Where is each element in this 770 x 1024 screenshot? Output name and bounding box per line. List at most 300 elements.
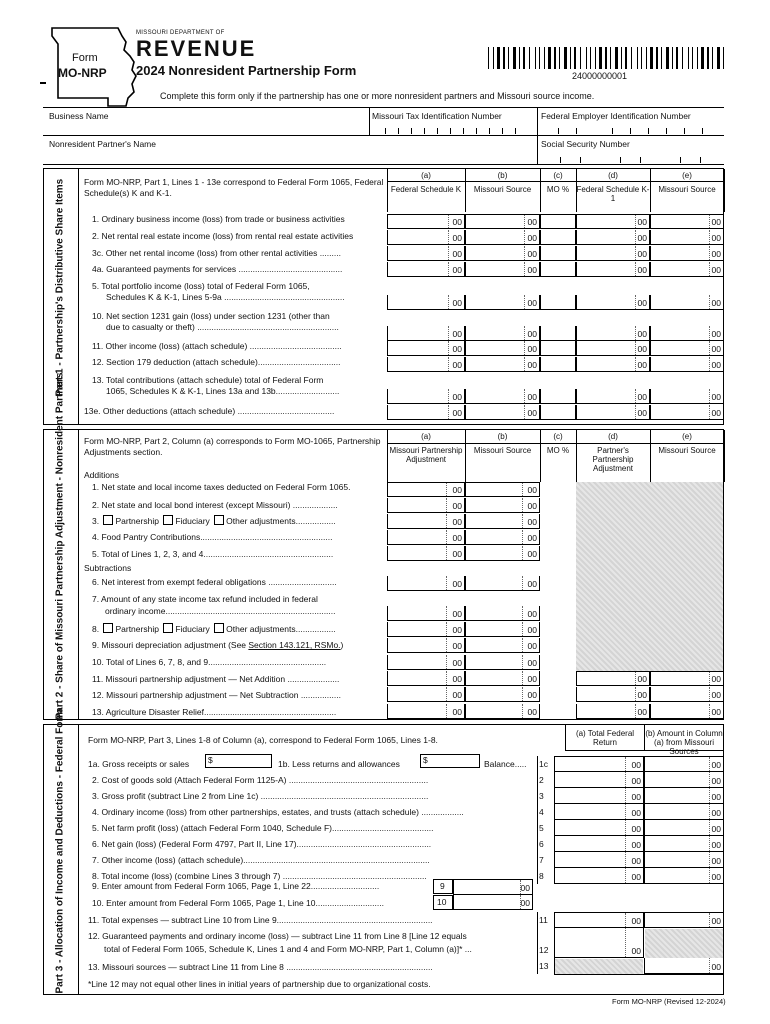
cents-divider [709,704,710,718]
barcode-bar [590,47,591,69]
p3-l9-amount[interactable] [453,879,533,895]
digit-tick [437,128,438,134]
cents-divider [709,672,710,685]
cents: 00 [637,674,647,684]
barcode-bar [682,47,683,69]
p3-col-a-field[interactable] [554,804,644,820]
digit-tick [580,157,581,163]
p2-col-b-field[interactable] [465,704,540,719]
part1-col-letter: (c) [553,171,563,180]
cents: 00 [637,329,647,339]
partnership-checkbox-2[interactable] [103,623,113,633]
cents-divider [522,576,523,590]
p1-col-b-field[interactable] [465,295,540,310]
cents: 00 [520,883,530,893]
p2-line-6: 6. Net interest from exempt federal obligations ............................. [92,577,337,587]
digit-tick [630,128,631,134]
part2-col-letter: (e) [682,432,692,441]
cents-divider [709,852,710,867]
part2-col-name: Missouri Partnership Adjustment [389,446,463,464]
barcode-bar [554,47,556,69]
p1-col-c-field[interactable] [540,214,576,229]
cents-divider [448,295,449,309]
cents: 00 [527,360,537,370]
cents-divider [709,295,710,309]
cents: 00 [452,707,462,717]
business-name-field[interactable] [43,107,369,135]
part1-col-letter: (e) [682,171,692,180]
barcode-bar [493,47,494,69]
p1-col-d-field[interactable] [576,262,650,277]
p2-col-a-field[interactable] [387,704,465,719]
dollar-sign-2: $ [423,755,428,765]
p2-col-b-field[interactable] [465,514,540,529]
fiduciary-label-2: Fiduciary [175,624,210,634]
p1-col-e-field[interactable] [650,405,724,420]
cents: 00 [631,808,641,818]
p1-line-text-2: Schedules K & K-1, Lines 5-9a ................................................... [106,292,345,302]
barcode-bar [508,47,509,69]
cents-divider [635,215,636,228]
form-id: MO-NRP [58,66,107,80]
barcode-bar [646,47,647,69]
cents: 00 [637,233,647,243]
cents-divider [524,341,525,355]
gross-receipts-field[interactable] [205,754,272,768]
p1-col-c-field[interactable] [540,357,576,372]
p1-col-e-field[interactable] [650,230,724,245]
p3-l9-num-box [433,879,453,894]
barcode-bar [513,47,516,69]
p1-line-text-2: due to casualty or theft) ............................................................ [106,322,339,332]
cents: 00 [711,298,721,308]
p3-col-b-field[interactable] [644,772,724,788]
p2-col-b-field[interactable] [465,482,540,497]
cents-divider [524,230,525,244]
ssn-digit-ticks [540,157,720,163]
cents-divider [635,389,636,403]
barcode-bar [559,47,560,69]
p2-col-e-field[interactable] [650,687,724,702]
cents: 00 [527,298,537,308]
cents: 00 [631,840,641,850]
digit-tick [489,128,490,134]
p3-col-b-field[interactable] [644,852,724,868]
cents: 00 [711,217,721,227]
part2-col-letter: (a) [421,432,431,441]
p1-col-a-field[interactable] [387,295,465,310]
p3-bottom-frame [554,928,724,975]
p1-col-d-field[interactable] [576,341,650,356]
cents-divider [625,788,626,803]
subtractions-heading: Subtractions [84,563,132,573]
cents: 00 [711,962,721,972]
p1-col-b-field[interactable] [465,230,540,245]
cents: 00 [637,265,647,275]
p1-col-a-field[interactable] [387,357,465,372]
p2-col-a-field[interactable] [387,514,465,529]
cents: 00 [637,360,647,370]
cents: 00 [711,792,721,802]
barcode-bar [599,47,602,69]
line-num-divider [537,756,538,884]
barcode-bar [692,47,693,69]
cents-divider [448,405,449,419]
p1-col-e-field[interactable] [650,214,724,229]
p1-col-e-field[interactable] [650,341,724,356]
p3-line-num: 12 [539,945,549,955]
p2-col-a-field[interactable] [387,687,465,702]
p1-col-d-field[interactable] [576,214,650,229]
digit-tick [411,128,412,134]
cents-divider [446,530,447,544]
p1-col-a-field[interactable] [387,389,465,404]
p1-col-b-field[interactable] [465,389,540,404]
cents-divider [635,262,636,276]
p3-col-a-field[interactable] [554,788,644,804]
p2-col-b-field[interactable] [465,606,540,621]
cents: 00 [452,517,462,527]
p2-line-9-text: 9. Missouri depreciation adjustment (See [92,640,249,650]
p2-col-d-field[interactable] [576,687,650,702]
cents: 00 [711,344,721,354]
cents: 00 [527,690,537,700]
cents: 00 [527,609,537,619]
partner-name-field[interactable] [43,135,537,164]
cents-divider [522,704,523,718]
p3-line-num: 11 [539,915,548,925]
cents: 00 [527,641,537,651]
p3-l10-amount[interactable] [453,895,533,910]
p3-col-b-field[interactable] [644,788,724,804]
cents: 00 [452,392,462,402]
p2-col-e-field[interactable] [650,704,724,719]
cents: 00 [711,690,721,700]
mo-tax-id-label: Missouri Tax Identification Number [372,111,502,121]
p1-col-d-field[interactable] [576,357,650,372]
cents-divider [522,638,523,652]
p1-col-e-field[interactable] [650,326,724,341]
part1-intro: Form MO-NRP, Part 1, Lines 1 - 13e correspond to Federal Form 1065, Federal Schedule(s) K and K-1. [84,177,384,198]
cents-divider [522,514,523,528]
p1-col-d-field[interactable] [576,295,650,310]
part2-col-letter: (d) [608,432,618,441]
cents-divider [448,262,449,276]
p3-col-b-field[interactable] [644,756,724,772]
p1-col-e-field[interactable] [650,357,724,372]
cents: 00 [631,760,641,770]
cents-divider [446,606,447,620]
cents-divider [522,671,523,685]
barcode-bar [574,47,576,69]
cents-divider [635,704,636,718]
part1-side-label: Part 1 - Partnership's Distributive Share Items [54,178,66,397]
cents-divider [448,215,449,228]
cents-divider [635,405,636,419]
p2-col-a-field[interactable] [387,606,465,621]
cents: 00 [452,408,462,418]
cents: 00 [520,898,530,908]
cents: 00 [631,776,641,786]
cents-divider [446,576,447,590]
p1-col-e-field[interactable] [650,389,724,404]
p1-col-d-field[interactable] [576,246,650,261]
p2-line-9-close: ) [340,640,344,650]
other-adjustments-checkbox[interactable] [214,515,224,525]
p1-line-text: 13. Total contributions (attach schedule) total of Federal Form [92,375,324,385]
p1-col-c-field[interactable] [540,246,576,261]
p1-col-a-field[interactable] [387,341,465,356]
p1-col-c-field[interactable] [540,341,576,356]
barcode-bar [610,47,611,69]
cents-divider [522,530,523,544]
cents-divider [709,215,710,228]
part2-intro: Form MO-NRP, Part 2, Column (a) corresponds to Form MO-1065, Partnership Adjustments section. [84,436,381,457]
p3-l10-num: 10 [437,897,447,907]
cents-divider [522,546,523,560]
p1-col-b-field[interactable] [465,214,540,229]
p2-line-3 [92,515,336,526]
p1-col-d-field[interactable] [576,230,650,245]
p3-line-text: 5. Net farm profit (loss) (attach Federal Form 1040, Schedule F)........................................... [92,823,434,833]
p1-col-c-field[interactable] [540,405,576,420]
p2-col-a-field[interactable] [387,498,465,513]
digit-tick [558,128,559,134]
cents-divider [635,341,636,355]
cents: 00 [711,233,721,243]
p3-col-a-field[interactable] [554,772,644,788]
p1-col-d-field[interactable] [576,326,650,341]
p1-col-b-field[interactable] [465,246,540,261]
cents-divider [709,788,710,803]
cents: 00 [711,674,721,684]
p2-col-e-field[interactable] [650,671,724,686]
p2-col-d-field[interactable] [576,704,650,719]
cents: 00 [452,690,462,700]
dollar-sign: $ [208,755,213,765]
cents-divider [625,757,626,771]
digit-tick [684,128,685,134]
dept-top: MISSOURI DEPARTMENT OF [136,30,225,36]
p1-col-c-field[interactable] [540,326,576,341]
p3-col-b-field[interactable] [644,868,724,884]
cents: 00 [527,579,537,589]
fiduciary-checkbox[interactable] [163,515,173,525]
barcode-bar [656,47,658,69]
p2-col-a-field[interactable] [387,671,465,686]
p3-col-b-field[interactable] [644,804,724,820]
p2-col-b-field[interactable] [465,576,540,591]
barcode-bar [564,47,567,69]
p2-line-7b: ordinary income........................................................................ [105,606,336,616]
cents-divider [522,655,523,669]
p1-col-b-field[interactable] [465,326,540,341]
cents: 00 [452,609,462,619]
digit-tick [640,157,641,163]
p3-line-12b: total of Federal Form 1065, Schedule K, Lines 1 and 4 and Form MO-NRP, Part 1, Column (a)]* ... [104,944,472,954]
p3-col-a-field[interactable] [554,756,644,772]
cents-divider [709,357,710,371]
form-word: Form [72,52,98,64]
p2-col-b-field[interactable] [465,671,540,686]
cents: 00 [637,690,647,700]
cents: 00 [527,233,537,243]
digit-tick [515,128,516,134]
p2-col-a-field[interactable] [387,530,465,545]
cents: 00 [527,501,537,511]
cents: 00 [631,792,641,802]
part3-side-label: Part 3 - Allocation of Income and Deductions - Federal Form [54,708,66,994]
p1-col-d-field[interactable] [576,405,650,420]
p1-col-d-field[interactable] [576,389,650,404]
p1-col-c-field[interactable] [540,262,576,277]
p2-col-d-field[interactable] [576,671,650,686]
cents-divider [448,326,449,340]
cents-divider [635,230,636,244]
cents: 00 [637,249,647,259]
cents-divider [524,357,525,371]
p3-col-b-field[interactable] [644,820,724,836]
p2-col-a-field[interactable] [387,638,465,653]
p1-col-a-field[interactable] [387,326,465,341]
p2-line-2: 2. Net state and local bond interest (except Missouri) ................... [92,500,338,510]
p3-line11-col-a[interactable] [554,912,644,928]
cents-divider [709,405,710,419]
barcode-bar [595,47,596,69]
p1-col-e-field[interactable] [650,295,724,310]
cents: 00 [631,824,641,834]
p1-col-c-field[interactable] [540,230,576,245]
p2-col-b-field[interactable] [465,530,540,545]
p2-col-a-field[interactable] [387,655,465,670]
part1-col-name: MO % [546,185,570,194]
part2-col-name: Missouri Source [473,446,532,455]
cents: 00 [452,329,462,339]
p1-col-a-field[interactable] [387,262,465,277]
barcode-bar [723,47,724,69]
p3-line-text: 3. Gross profit (subtract Line 2 from Line 1c) ....................................................................... [92,791,429,801]
cents-divider [524,262,525,276]
p3-line-text: 2. Cost of goods sold (Attach Federal Form 1125-A) ........................................................... [92,775,429,785]
barcode-bar [615,47,618,69]
cents-divider [709,341,710,355]
p3-line11-col-b[interactable] [644,912,724,928]
cents-divider [625,868,626,883]
p3-line-11: 11. Total expenses — subtract Line 10 from Line 9.................................................................. [88,915,433,925]
cents: 00 [711,329,721,339]
p1-col-a-field[interactable] [387,214,465,229]
p3-line-text: 4. Ordinary income (loss) from other partnerships, estates, and trusts (attach schedule) .................. [92,807,464,817]
cents: 00 [452,233,462,243]
p1-col-a-field[interactable] [387,405,465,420]
p2-col-a-field[interactable] [387,576,465,591]
cents: 00 [527,707,537,717]
returns-allowances-field[interactable] [420,754,480,768]
barcode-bar [605,47,607,69]
p1-col-e-field[interactable] [650,246,724,261]
p2-col-b-field[interactable] [465,687,540,702]
p3-l9-num: 9 [440,881,445,891]
cents: 00 [711,916,721,926]
fiduciary-checkbox-2[interactable] [163,623,173,633]
p3-line-num: 7 [539,855,544,865]
cents-divider [448,389,449,403]
cents: 00 [527,533,537,543]
p1-col-b-field[interactable] [465,262,540,277]
other-adjustments-label: Other adjustments................. [226,516,336,526]
partnership-label: Partnership [115,516,159,526]
p2-col-b-field[interactable] [465,498,540,513]
cents: 00 [452,658,462,668]
cents-divider [709,820,710,835]
p2-col-a-field[interactable] [387,546,465,561]
p2-col-b-field[interactable] [465,622,540,637]
barcode-bar [548,47,551,69]
p3-col-b-header: (b) Amount in Column (a) from Missouri Sources [645,729,723,756]
barcode-bar [676,47,678,69]
cents: 00 [452,674,462,684]
rsmo-link[interactable]: Section 143.121, RSMo. [248,640,341,650]
p3-line-1a: 1a. Gross receipts or sales [88,759,190,769]
p3-col-a-field[interactable] [554,852,644,868]
business-name-label: Business Name [49,111,109,121]
barcode-bar [586,47,587,69]
cents: 00 [711,760,721,770]
cents: 00 [452,579,462,589]
cents-divider [524,295,525,309]
partner-name-label: Nonresident Partner's Name [49,139,156,149]
p1-col-a-field[interactable] [387,230,465,245]
p1-col-b-field[interactable] [465,357,540,372]
p3-col-a-field[interactable] [554,836,644,852]
p2-col-a-field[interactable] [387,482,465,497]
p1-col-b-field[interactable] [465,405,540,420]
p3-col-a-field[interactable] [554,820,644,836]
cents-divider [524,326,525,340]
cents-divider [446,655,447,669]
cents-divider [446,622,447,636]
p1-col-e-field[interactable] [650,262,724,277]
p1-col-c-field[interactable] [540,295,576,310]
p2-line-9 [92,640,343,650]
other-adjustments-label-2: Other adjustments................. [226,624,336,634]
digit-tick [385,128,386,134]
digit-tick [560,157,561,163]
p1-col-a-field[interactable] [387,246,465,261]
cents-divider [448,230,449,244]
p3-line-num: 8 [539,871,544,881]
p3-col-a-field[interactable] [554,868,644,884]
p2-col-b-field[interactable] [465,655,540,670]
p1-col-c-field[interactable] [540,389,576,404]
shaded-area [576,482,723,672]
other-adjustments-checkbox-2[interactable] [214,623,224,633]
p2-col-a-field[interactable] [387,622,465,637]
p1-col-b-field[interactable] [465,341,540,356]
cents: 00 [527,217,537,227]
partnership-checkbox[interactable] [103,515,113,525]
p3-line-12a: 12. Guaranteed payments and ordinary income (loss) — subtract Line 11 from Line 8 [Line 12 equals [88,931,467,941]
p3-line-num: 3 [539,791,544,801]
p3-col-b-field[interactable] [644,836,724,852]
p2-col-b-field[interactable] [465,638,540,653]
barcode-bar [672,47,673,69]
barcode-bar [641,47,642,69]
cents: 00 [711,249,721,259]
p1-line-text: 2. Net rental real estate income (loss) from rental real estate activities [92,231,354,241]
barcode-bar [523,47,525,69]
p2-col-b-field[interactable] [465,546,540,561]
